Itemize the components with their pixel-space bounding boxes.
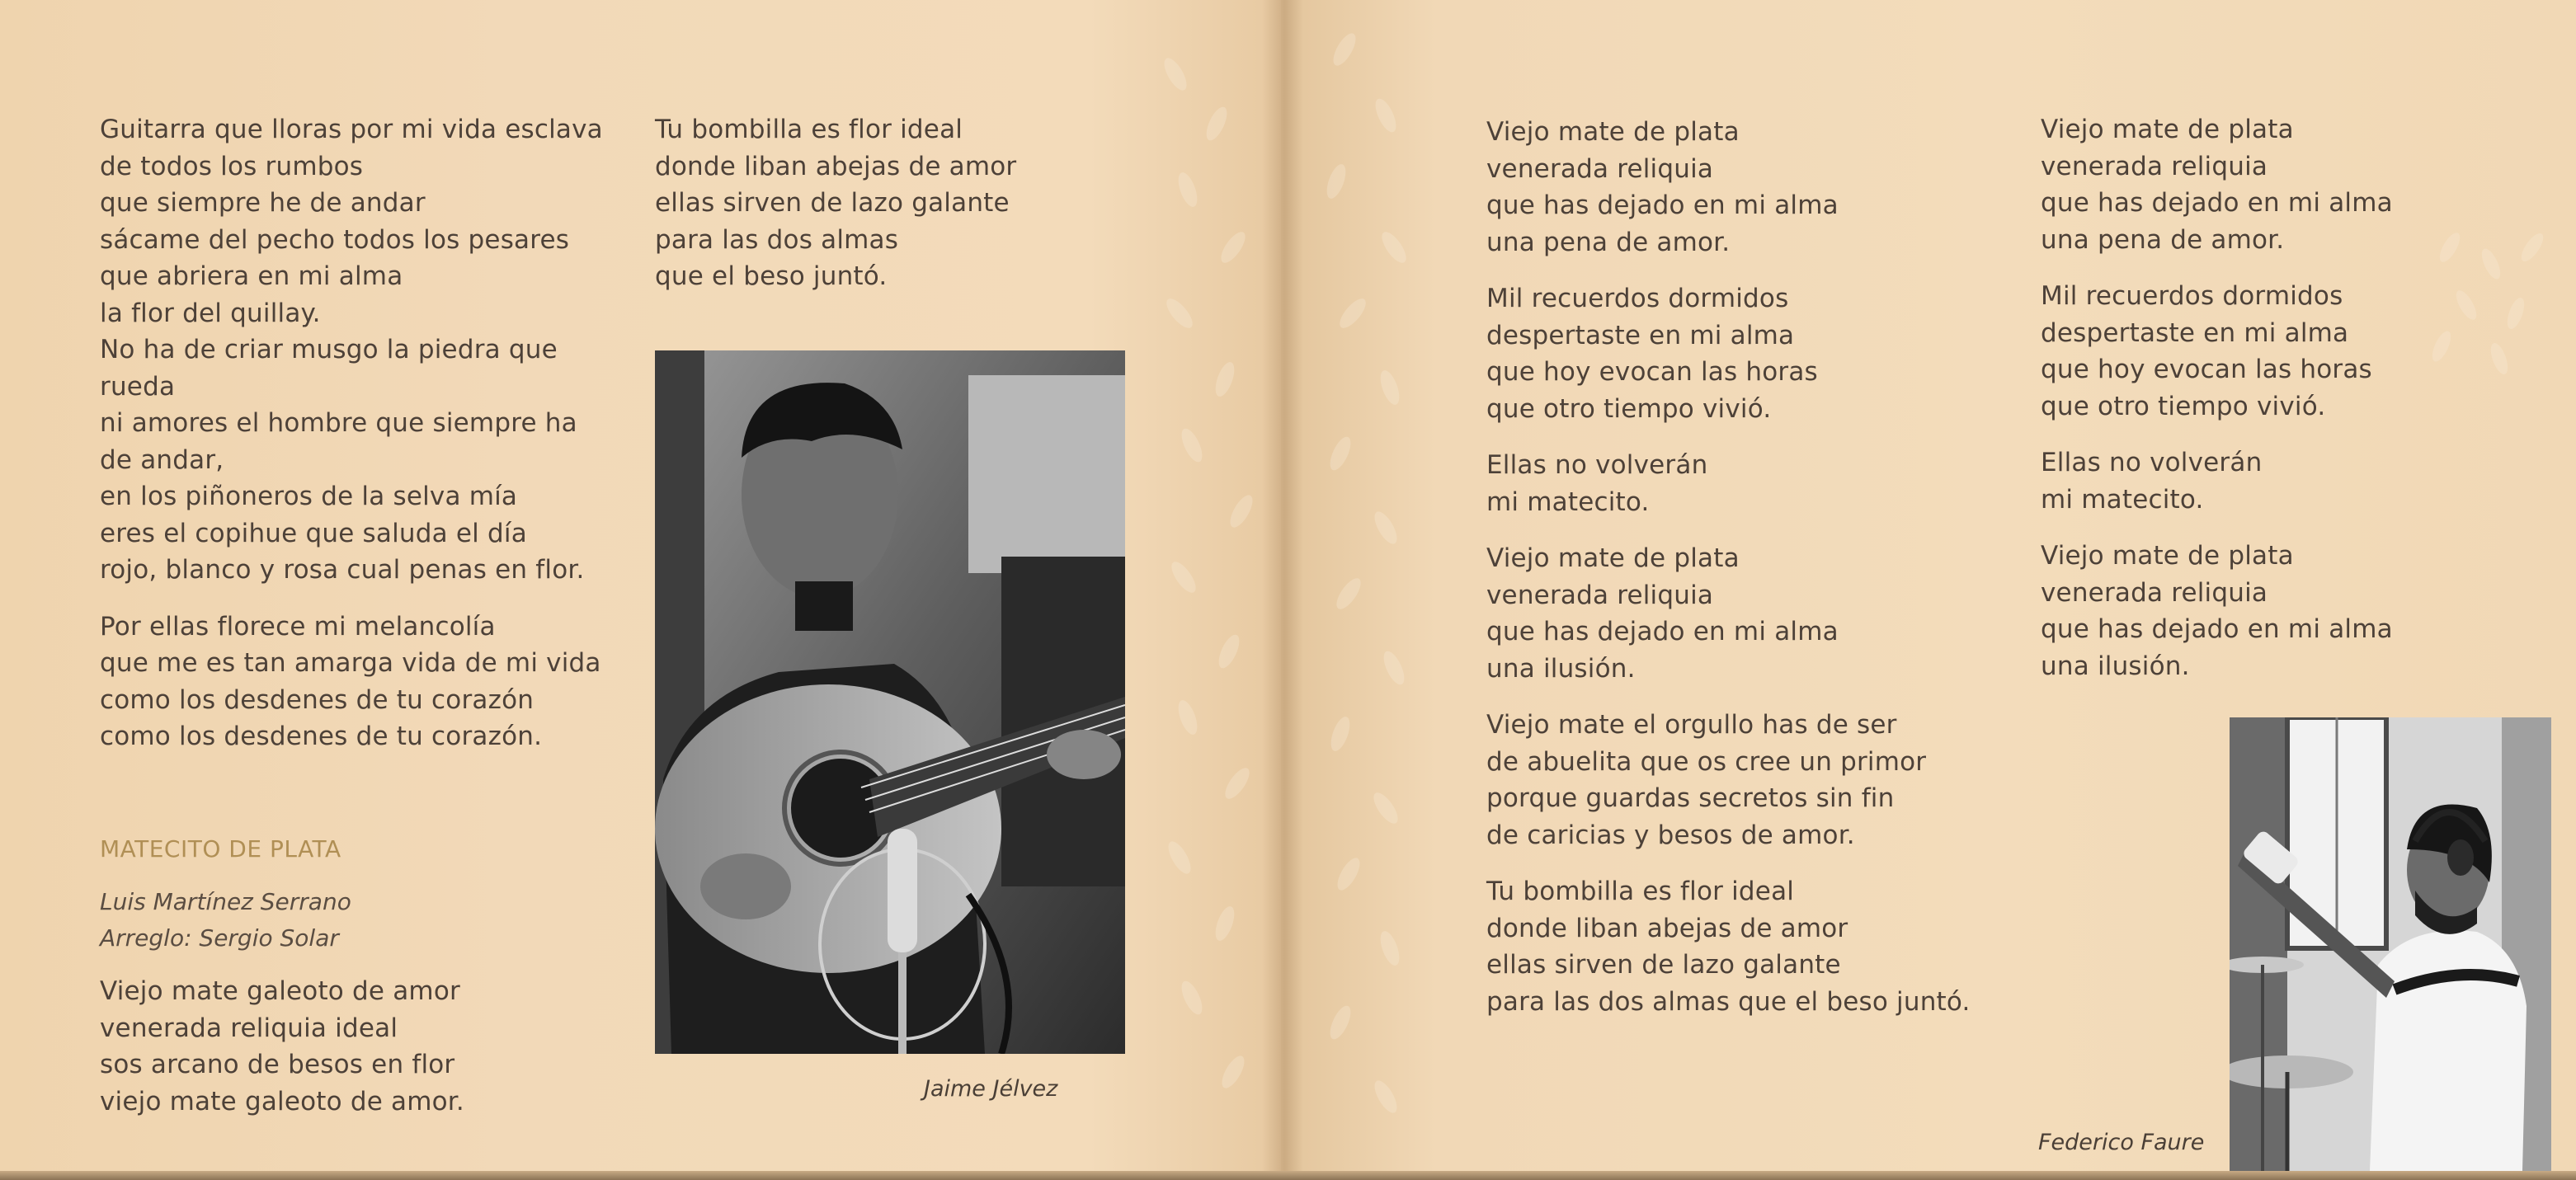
lyric-line: en los piñoneros de la selva mía (100, 482, 518, 511)
lyric-line: que me es tan amarga vida de mi vida (100, 648, 601, 678)
booklet-bottom-edge (0, 1171, 2576, 1180)
lyric-line: venerada reliquia (1486, 580, 1714, 610)
lyric-line: que otro tiempo vivió. (1486, 393, 1772, 424)
lyric-line: como los desdenes de tu corazón. (100, 722, 543, 751)
right-column-2 (2041, 111, 2393, 684)
song-title: MATECITO DE PLATA (100, 835, 341, 863)
lyric-line: una pena de amor. (1486, 227, 1731, 257)
lyric-line: que has dejado en mi alma (1486, 190, 1839, 220)
stanza (2041, 111, 2393, 258)
lyric-line: ellas sirven de lazo galante (655, 188, 1010, 218)
lyric-line: de andar, (100, 444, 224, 475)
bassist-illustration (2230, 717, 2551, 1171)
lyric-line: una ilusión. (1486, 653, 1636, 684)
stanza (100, 111, 603, 589)
stanza (1486, 280, 1971, 427)
lyric-line: para las dos almas (655, 224, 899, 255)
lyric-line: despertaste en mi alma (1486, 320, 1795, 350)
left-column-1-bottom-stanza (100, 973, 464, 1120)
lyric-line: Viejo mate el orgullo has de ser (1486, 710, 1897, 740)
lyric-line: eres el copihue que saluda el día (100, 518, 527, 548)
lyric-line: Viejo mate de plata (2041, 115, 2294, 144)
lyric-line: mi matecito. (2041, 484, 2204, 515)
lyric-line: que has dejado en mi alma (2041, 188, 2393, 218)
left-column-1 (100, 111, 603, 755)
lyric-line: rueda (100, 371, 176, 402)
lyric-line: de caricias y besos de amor. (1486, 820, 1855, 850)
lyric-line: la flor del quillay. (100, 298, 321, 328)
lyric-line: que hoy evocan las horas (1486, 357, 1818, 387)
lyric-line: Viejo mate de plata (2041, 541, 2294, 571)
lyric-line: Tu bombilla es flor ideal (655, 115, 963, 144)
lyric-line: ni amores el hombre que siempre ha (100, 408, 577, 438)
leaf-pattern-decoration (1142, 0, 1283, 1171)
photo-caption: Jaime Jélvez (924, 1076, 1058, 1102)
bassist-photo (2230, 717, 2551, 1171)
lyric-line: de abuelita que os cree un primor (1486, 746, 1927, 777)
stanza (100, 973, 464, 1120)
lyric-line: que otro tiempo vivió. (2041, 391, 2326, 421)
lyric-line: donde liban abejas de amor (1486, 913, 1848, 943)
arrangement-credit: Arreglo: Sergio Solar (100, 924, 339, 952)
lyric-line: despertaste en mi alma (2041, 317, 2349, 348)
lyric-line: Guitarra que lloras por mi vida esclava (100, 115, 603, 144)
lyric-line: ellas sirven de lazo galante (1486, 950, 1841, 980)
lyric-line: donde liban abejas de amor (655, 151, 1017, 181)
lyric-line: como los desdenes de tu corazón (100, 684, 535, 715)
stanza (100, 609, 603, 755)
stanza (655, 111, 1016, 295)
lyric-line: que has dejado en mi alma (1486, 617, 1839, 646)
lyric-line: una ilusión. (2041, 651, 2190, 681)
leaf-pattern-decoration (1295, 0, 1435, 1171)
lyric-line: venerada reliquia (2041, 577, 2268, 608)
stanza (1486, 540, 1971, 687)
stanza (1486, 873, 1971, 1020)
lyric-line: venerada reliquia (1486, 153, 1714, 184)
lyric-line: venerada reliquia (2041, 151, 2268, 181)
lyric-line: Viejo mate galeoto de amor (100, 976, 460, 1006)
lyric-line: viejo mate galeoto de amor. (100, 1086, 464, 1117)
lyric-line: rojo, blanco y rosa cual penas en flor. (100, 555, 585, 585)
stanza (1486, 447, 1971, 520)
guitarist-photo (655, 350, 1125, 1054)
lyric-line: que abriera en mi alma (100, 261, 403, 291)
lyric-line: de todos los rumbos (100, 151, 364, 181)
lyric-line: venerada reliquia ideal (100, 1013, 398, 1043)
lyric-line: Mil recuerdos dormidos (2041, 281, 2343, 311)
stanza (1486, 114, 1971, 261)
lyric-line: Ellas no volverán (1486, 450, 1708, 480)
lyric-line: No ha de criar musgo la piedra que (100, 335, 558, 364)
lyric-line: que siempre he de andar (100, 188, 426, 218)
lyric-line: sácame del pecho todos los pesares (100, 224, 570, 255)
song-credits (100, 884, 351, 957)
lyric-line: porque guardas secretos sin fin (1486, 783, 1895, 813)
right-column-1 (1486, 114, 1971, 1020)
lyric-line: para las dos almas que el beso juntó. (1486, 986, 1971, 1017)
lyric-line: Viejo mate de plata (1486, 117, 1740, 147)
photo-caption: Federico Faure (2038, 1130, 2205, 1155)
guitarist-illustration (655, 350, 1125, 1054)
lyric-line: que el beso juntó. (655, 261, 888, 291)
stanza (2041, 538, 2393, 684)
leaf-pattern-decoration (2400, 214, 2565, 379)
lyric-line: Mil recuerdos dormidos (1486, 284, 1789, 313)
lyric-line: mi matecito. (1486, 487, 1650, 517)
stanza (2041, 278, 2393, 425)
lyric-line: que has dejado en mi alma (2041, 614, 2393, 644)
stanza (2041, 444, 2393, 518)
lyric-line: que hoy evocan las horas (2041, 355, 2372, 384)
lyric-line: Por ellas florece mi melancolía (100, 611, 496, 642)
lyric-line: sos arcano de besos en flor (100, 1050, 455, 1079)
lyric-line: Ellas no volverán (2041, 448, 2263, 477)
author-credit: Luis Martínez Serrano (100, 888, 351, 915)
left-column-2 (655, 111, 1016, 295)
stanza (1486, 707, 1971, 853)
lyric-line: Viejo mate de plata (1486, 543, 1740, 573)
lyric-line: una pena de amor. (2041, 224, 2285, 255)
lyric-line: Tu bombilla es flor ideal (1486, 877, 1795, 906)
